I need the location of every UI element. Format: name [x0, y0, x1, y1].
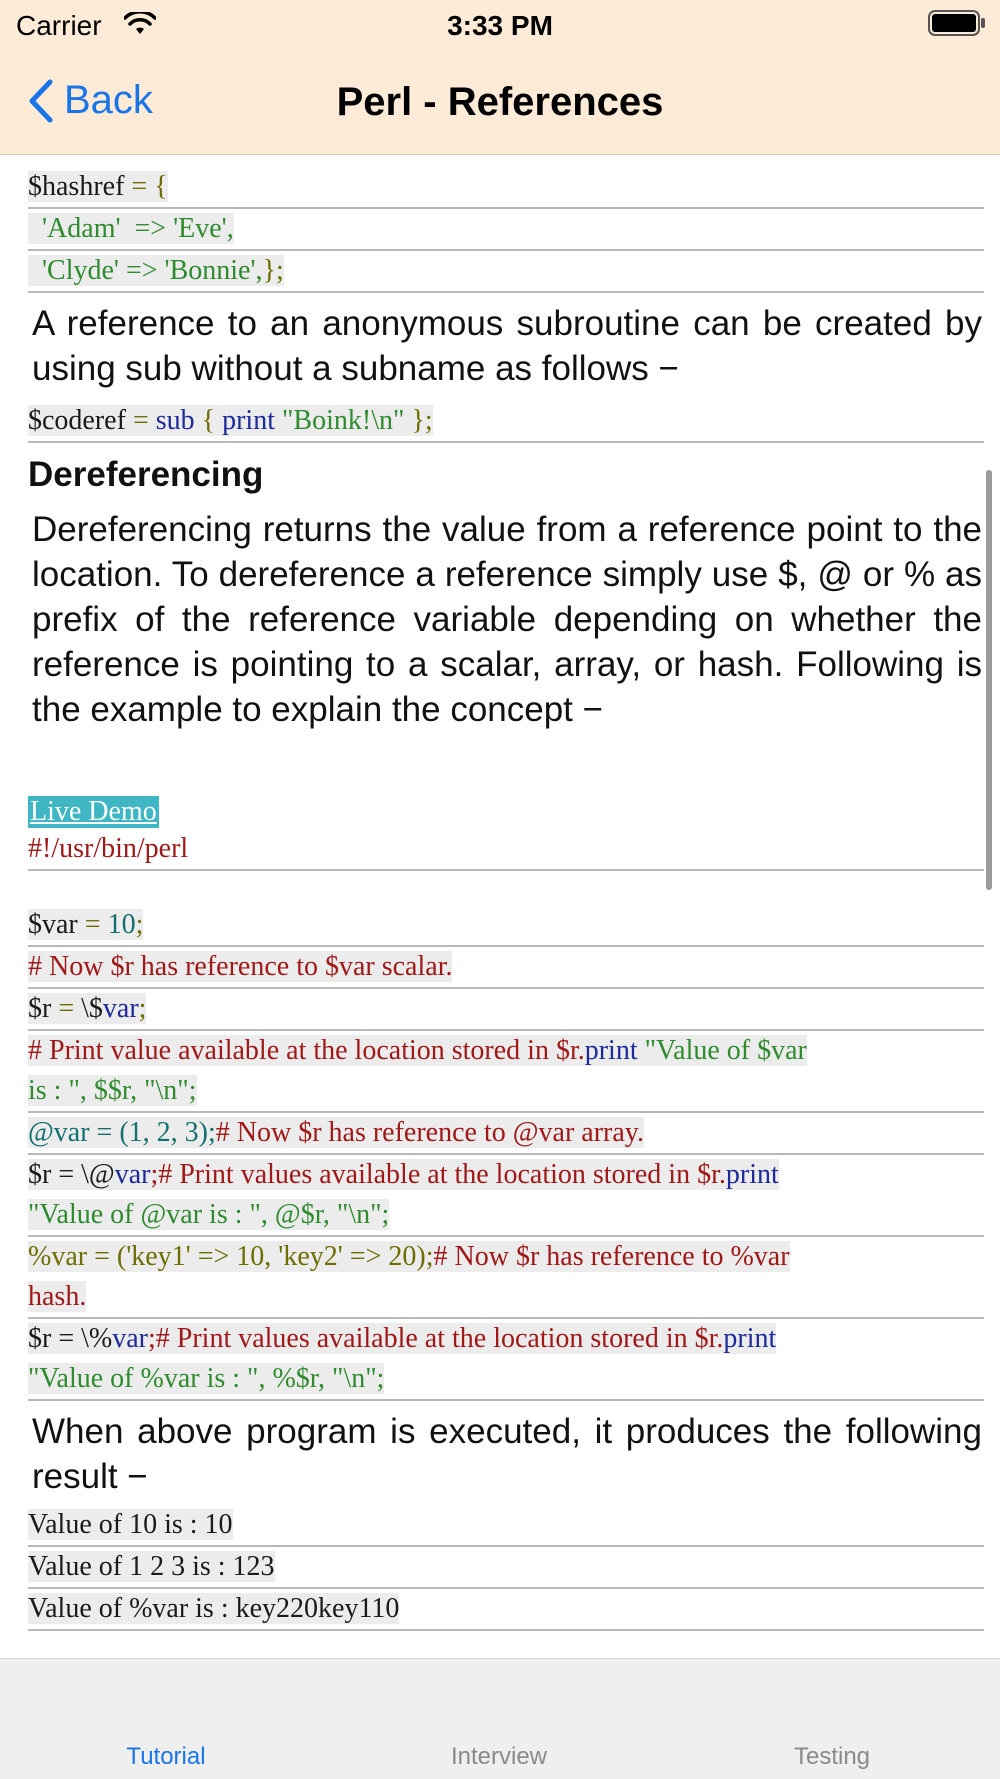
battery-icon: [928, 10, 986, 36]
code-line: %var = ('key1' => 10, 'key2' => 20);# Now $r has reference to %var hash.: [28, 1237, 984, 1319]
vertical-scrollbar[interactable]: [986, 470, 992, 890]
output-line: Value of 1 2 3 is : 123: [28, 1547, 984, 1589]
live-demo-link[interactable]: Live Demo: [30, 796, 157, 827]
output-line: Value of 10 is : 10: [28, 1505, 984, 1547]
tab-tutorial[interactable]: Tutorial: [126, 1743, 206, 1770]
paragraph-result: When above program is executed, it produces the following result −: [32, 1412, 982, 1496]
code-line: # Print value available at the location stored in $r.print "Value of $var is : ", $$r, "\n";: [28, 1031, 984, 1113]
paragraph-anonymous-subroutine: A reference to an anonymous subroutine can be created by using sub without a subname as follows −: [32, 304, 982, 388]
code-line: 'Adam' => 'Eve',: [28, 209, 984, 251]
status-time: 3:33 PM: [447, 10, 553, 41]
code-line: $coderef = sub { print "Boink!\n" };: [28, 401, 984, 443]
back-label: Back: [64, 78, 153, 122]
code-line: $r = \$var;: [28, 989, 984, 1031]
code-line: $var = 10;: [28, 905, 984, 947]
code-line: $r = \%var;# Print values available at the location stored in $r.print "Value of %var is : ", %$r, "\n";: [28, 1319, 984, 1401]
code-line: $hashref = {: [28, 167, 984, 209]
paragraph-dereferencing: Dereferencing returns the value from a reference point to the location. To dereference a reference simply use $, @ or % as prefix of the reference variable depending on whether the reference is pointing to a scalar, array, or hash. Following is the example to explain the concept −: [32, 510, 982, 729]
navigation-bar: [0, 50, 1000, 155]
page-title: Perl - References: [336, 80, 664, 124]
code-line: $r = \@var;# Print values available at the location stored in $r.print "Value of @var is : ", @$r, "\n";: [28, 1155, 984, 1237]
tab-interview[interactable]: Interview: [450, 1743, 548, 1770]
section-heading: Dereferencing: [28, 455, 264, 494]
tab-testing[interactable]: Testing: [793, 1743, 871, 1770]
code-line: # Now $r has reference to $var scalar.: [28, 947, 984, 989]
tab-bar: [0, 1658, 1000, 1779]
status-bar: [0, 0, 1000, 50]
code-line: #!/usr/bin/perl: [28, 829, 984, 871]
tutorial-content[interactable]: [0, 155, 1000, 1658]
code-line: 'Clyde' => 'Bonnie',};: [28, 251, 984, 293]
code-line: @var = (1, 2, 3);# Now $r has reference to @var array.: [28, 1113, 984, 1155]
carrier-label: Carrier: [16, 10, 102, 41]
output-line: Value of %var is : key220key110: [28, 1589, 984, 1631]
